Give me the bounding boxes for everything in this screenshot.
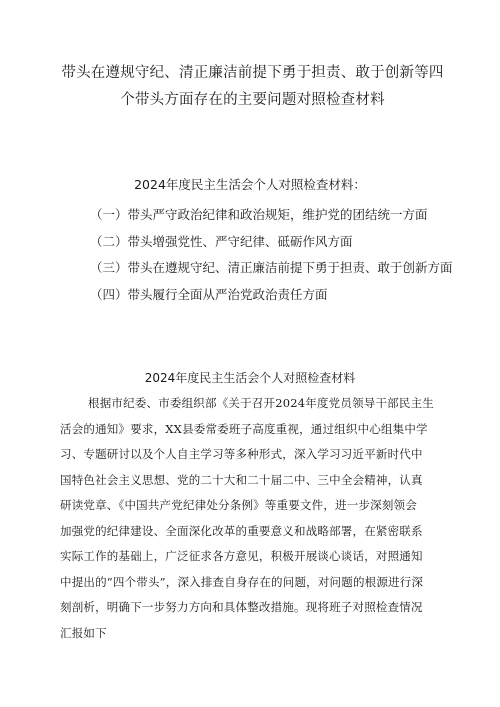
paragraph-line: 根据市纪委、市委组织部《关于召开2024年度党员领导干部民主生 (88, 396, 434, 410)
toc-item: （三）带头在遵规守纪、清正廉洁前提下勇于担责、敢于创新方面 (90, 260, 453, 275)
paragraph-line: 研读党章、《中国共产党纪律处分条例》等重要文件，进一步深刻领会 (60, 498, 417, 512)
toc-item: （四）带头履行全面从严治党政治责任方面 (90, 286, 328, 302)
paragraph-line: 活会的通知》要求，XX县委常委班子高度重视，通过组织中心组集中学 (60, 421, 428, 436)
section-heading: 2024年度民主生活会个人对照检查材料 (144, 371, 356, 385)
toc-item: （二）带头增强党性、严守纪律、砥砺作风方面 (90, 233, 353, 249)
paragraph-line: 刻剖析，明确下一步努力方向和具体整改措施。现将班子对照检查情况 (60, 600, 423, 614)
paragraph-line: 习、专题研讨以及个人自主学习等多种形式，深入学习习近平新时代中 (60, 447, 423, 461)
toc-item: （一）带头严守政治纪律和政治规矩，维护党的团结统一方面 (90, 207, 428, 222)
paragraph-line: 实际工作的基础上，广泛征求各方意见，积极开展谈心谈话，对照通知 (60, 549, 423, 563)
body-paragraph (60, 391, 434, 646)
title-line-2: 个带头方面存在的主要问题对照检查材料 (120, 92, 385, 108)
toc-list (90, 202, 453, 308)
paragraph-line: 国特色社会主义思想、党的二十大和二十届二中、三中全会精神，认真 (60, 472, 423, 487)
title-line-1: 带头在遵规守纪、清正廉洁前提下勇于担责、敢于创新等四 (61, 65, 444, 81)
paragraph-line: 加强党的纪律建设、全面深化改革的重要意义和战略部署，在紧密联系 (60, 523, 423, 538)
paragraph-line: 中提出的“四个带头”，深入排查自身存在的问题，对问题的根源进行深 (60, 574, 424, 589)
paragraph-line: 汇报如下 (60, 625, 107, 640)
document-title (60, 60, 445, 114)
toc-heading: 2024年度民主生活会个人对照检查材料： (134, 177, 366, 192)
